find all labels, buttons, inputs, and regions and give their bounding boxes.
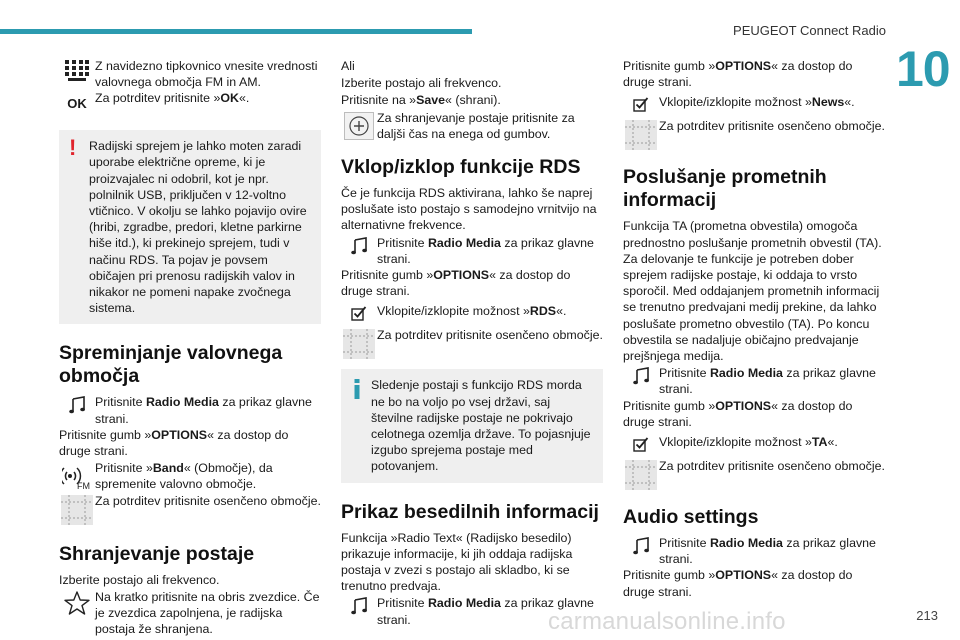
keypad-step <box>59 58 321 112</box>
audio-press-text: Pritisnite Radio Media za prikaz glavne strani. <box>659 536 876 567</box>
page-number: 213 <box>916 608 938 623</box>
band-options-text: Pritisnite gumb »OPTIONS« za dostop do druge strani. <box>59 427 289 459</box>
info-text: Sledenje postaji s funkcijo RDS morda ne bo na voljo po vsej državi, saj številne radijske postaje ne pokrivajo celotnega ozemlja države. To pojasnjuje izgubo sprejema postaje med potovanjem. <box>371 378 591 474</box>
news-confirm-text: Za potrditev pritisnite osenčeno območje. <box>659 119 885 134</box>
fm-antenna-icon <box>59 460 95 490</box>
warning-text: Radijski sprejem je lahko moten zaradi uporabe električne opreme, ki je proizvajalec ni odobril, kot je npr. polnilnik USB, priključen v 12-voltno vtičnico. V okolju se lahko pojavijo ovire (hribi, zgradbe, predori, kletne parkirne hiše itd.), ki prekinejo sprejem, tudi v načinu RDS. Ta pojav je povsem običajen pri prenosu radijskih valov in nikakor ne pomeni napake zvočnega sistema. <box>89 139 307 316</box>
text-press-text: Pritisnite Radio Media za prikaz glavne strani. <box>377 596 594 627</box>
column-3 <box>623 58 885 601</box>
shaded-area-icon <box>623 118 659 150</box>
checkbox-icon <box>623 94 659 112</box>
checkbox-icon <box>341 303 377 321</box>
column-1 <box>59 58 321 637</box>
save-star-step <box>59 589 321 638</box>
band-band-text: Pritisnite »Band« (Območje), da spremenite valovno območje. <box>95 461 273 492</box>
shaded-area-icon <box>59 493 95 525</box>
select-station-text: Izberite postajo ali frekvenco. <box>341 76 502 91</box>
music-note-icon <box>623 365 659 385</box>
column-2 <box>341 58 603 628</box>
news-confirm-step <box>623 118 885 150</box>
heading-text-info: Prikaz besedilnih informacij <box>341 500 599 523</box>
header-accent-bar <box>0 29 472 34</box>
heading-rds: Vklop/izklop funkcije RDS <box>341 156 581 179</box>
chapter-number: 10 <box>896 41 950 97</box>
ok-label: OK <box>67 96 87 111</box>
heading-band: Spreminjanje valovnega območja <box>59 342 283 388</box>
rds-press-text: Pritisnite Radio Media za prikaz glavne strani. <box>377 235 594 266</box>
band-step-radio-media <box>59 394 321 426</box>
save-select-text: Izberite postajo ali frekvenco. <box>59 572 220 587</box>
music-note-icon <box>341 595 377 615</box>
rds-options-text: Pritisnite gumb »OPTIONS« za dostop do druge strani. <box>341 268 571 299</box>
traffic-step-radio-media <box>623 365 885 397</box>
running-title: PEUGEOT Connect Radio <box>733 23 886 38</box>
ta-check-text: Vklopite/izklopite možnost »TA«. <box>659 435 838 450</box>
ta-check-step <box>623 434 885 452</box>
keypad-icon <box>59 58 95 112</box>
plus-step <box>341 110 603 142</box>
traffic-intro: Funkcija TA (prometna obvestila) omogoča prednostno poslušanje prometnih obvestil (TA). Za delovanje te funkcije je potreben dober sprejem radijske postaje, ki oddaja to vrsto sporočil. Med oddajanjem prometnih informacij se trenutno predvajani medij prekine, da lahko poslušate prometno obvestilo (TA). Po koncu obvestila se nadaljuje običajno predvajanje prejšnjega medija. <box>623 219 882 364</box>
rds-check-step <box>341 303 603 321</box>
music-note-icon <box>341 235 377 255</box>
rds-step-radio-media <box>341 235 603 267</box>
warning-box <box>59 130 321 324</box>
keypad-text: Z navidezno tipkovnico vnesite vrednosti valovnega območja FM in AM. <box>95 59 318 90</box>
band-step-band <box>59 460 321 492</box>
info-box <box>341 369 603 482</box>
traffic-options-text: Pritisnite gumb »OPTIONS« za dostop do druge strani. <box>623 398 853 429</box>
news-check-step <box>623 94 885 112</box>
save-press-text: Pritisnite na »Save« (shrani). <box>341 93 501 108</box>
rds-check-text: Vklopite/izklopite možnost »RDS«. <box>377 304 567 319</box>
plus-text: Za shranjevanje postaje pritisnite za daljši čas na enega od gumbov. <box>377 110 575 141</box>
save-star-text: Na kratko pritisnite na obris zvezdice. Če je zvezdica zapolnjena, je radijska postaja že shranjena. <box>95 589 320 637</box>
text-intro: Funkcija »Radio Text« (Radijsko besedilo) prikazuje informacije, ki jih oddaja radijska postaja v zvezi s postajo ali skladbo, ki se trenutno predvaja. <box>341 530 573 594</box>
shaded-area-icon <box>623 458 659 490</box>
info-icon <box>354 379 360 399</box>
heading-audio: Audio settings <box>623 506 759 529</box>
news-check-text: Vklopite/izklopite možnost »News«. <box>659 95 855 110</box>
heading-save: Shranjevanje postaje <box>59 542 255 565</box>
shaded-area-icon <box>341 327 377 359</box>
heading-traffic: Poslušanje prometnih informacij <box>623 166 827 212</box>
audio-options-text: Pritisnite gumb »OPTIONS« za dostop do druge strani. <box>623 568 853 599</box>
rds-intro-text: Če je funkcija RDS aktivirana, lahko še naprej poslušate isto postajo s samodejno vrnitvijo na alternativne frekvence. <box>341 186 597 233</box>
options-text: Pritisnite gumb »OPTIONS« za dostop do druge strani. <box>623 59 853 90</box>
band-confirm-text: Za potrditev pritisnite osenčeno območje. <box>95 493 321 508</box>
or-text: Ali <box>341 59 355 73</box>
music-note-icon <box>59 394 95 414</box>
warning-icon: ! <box>69 135 77 161</box>
watermark: carmanualsonline.info <box>548 608 786 635</box>
ta-confirm-step <box>623 458 885 490</box>
traffic-press-text: Pritisnite Radio Media za prikaz glavne strani. <box>659 366 876 397</box>
band-press-text: Pritisnite Radio Media za prikaz glavne strani. <box>95 395 312 426</box>
music-note-icon <box>623 535 659 555</box>
confirm-ok-text: Za potrditev pritisnite »OK«. <box>95 91 250 106</box>
checkbox-icon <box>623 434 659 452</box>
audio-step-radio-media <box>623 535 885 567</box>
band-confirm-step <box>59 493 321 525</box>
plus-button-icon <box>341 110 377 140</box>
star-icon <box>59 589 95 615</box>
rds-confirm-step <box>341 327 603 359</box>
ta-confirm-text: Za potrditev pritisnite osenčeno območje. <box>659 459 885 474</box>
svg-text:FM: FM <box>77 481 90 491</box>
rds-confirm-text: Za potrditev pritisnite osenčeno območje. <box>377 328 603 343</box>
